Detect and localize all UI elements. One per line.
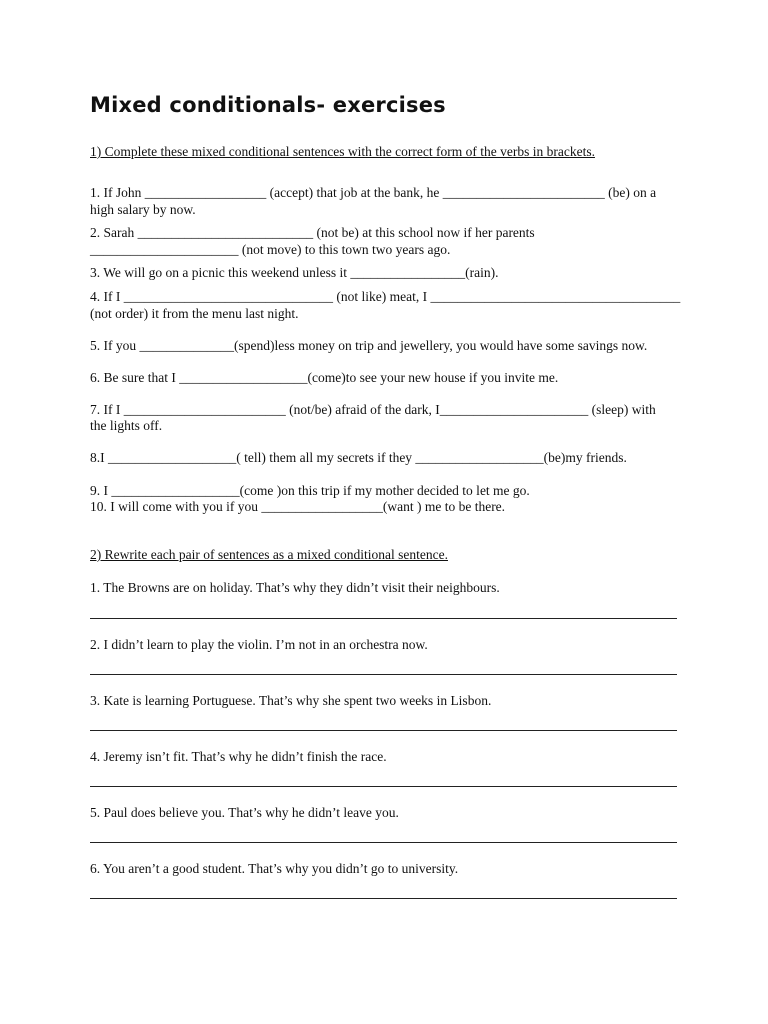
exercise-line: 8.I ___________________( tell) them all my secrets if they ___________________(be)my friends. xyxy=(90,450,627,465)
exercise-line: 3. We will go on a picnic this weekend unless it _________________(rain). xyxy=(90,265,499,280)
exercise-line: 6. Be sure that I ___________________(come)to see your new house if you invite me. xyxy=(90,370,559,385)
exercise-line: 1. If John __________________ (accept) that job at the bank, he ________________________ (be) on a xyxy=(90,185,657,200)
exercise-line: the lights off. xyxy=(90,418,163,433)
rewrite-item: 4. Jeremy isn’t fit. That’s why he didn’t finish the race. xyxy=(90,749,387,764)
exercise-line: 10. I will come with you if you __________________(want ) me to be there. xyxy=(90,499,506,514)
answer-line[interactable] xyxy=(90,674,677,675)
rewrite-item: 1. The Browns are on holiday. That’s why they didn’t visit their neighbours. xyxy=(90,580,500,595)
exercise-line: 4. If I _______________________________ (not like) meat, I _____________________________________ xyxy=(90,289,681,304)
rewrite-item: 6. You aren’t a good student. That’s why you didn’t go to university. xyxy=(90,861,459,876)
answer-line[interactable] xyxy=(90,842,677,843)
exercise-line: high salary by now. xyxy=(90,202,196,217)
exercise-line: 2. Sarah __________________________ (not be) at this school now if her parents xyxy=(90,225,535,240)
answer-line[interactable] xyxy=(90,618,677,619)
rewrite-item: 5. Paul does believe you. That’s why he didn’t leave you. xyxy=(90,805,399,820)
answer-line[interactable] xyxy=(90,786,677,787)
section2-instruction: 2) Rewrite each pair of sentences as a mixed conditional sentence. xyxy=(90,547,448,562)
exercise-line: 5. If you ______________(spend)less money on trip and jewellery, you would have some savings now. xyxy=(90,338,648,353)
exercise-line: 9. I ___________________(come )on this trip if my mother decided to let me go. xyxy=(90,483,530,498)
rewrite-item: 3. Kate is learning Portuguese. That’s why she spent two weeks in Lisbon. xyxy=(90,693,492,708)
section1-instruction: 1) Complete these mixed conditional sentences with the correct form of the verbs in brackets. xyxy=(90,144,595,159)
rewrite-item: 2. I didn’t learn to play the violin. I’m not in an orchestra now. xyxy=(90,637,428,652)
exercise-line: 7. If I ________________________ (not/be) afraid of the dark, I______________________ (sleep) with xyxy=(90,402,656,417)
exercise-line: ______________________ (not move) to this town two years ago. xyxy=(90,242,451,257)
answer-line[interactable] xyxy=(90,898,677,899)
page-title: Mixed conditionals- exercises xyxy=(90,93,446,117)
answer-line[interactable] xyxy=(90,730,677,731)
exercise-line: (not order) it from the menu last night. xyxy=(90,306,299,321)
